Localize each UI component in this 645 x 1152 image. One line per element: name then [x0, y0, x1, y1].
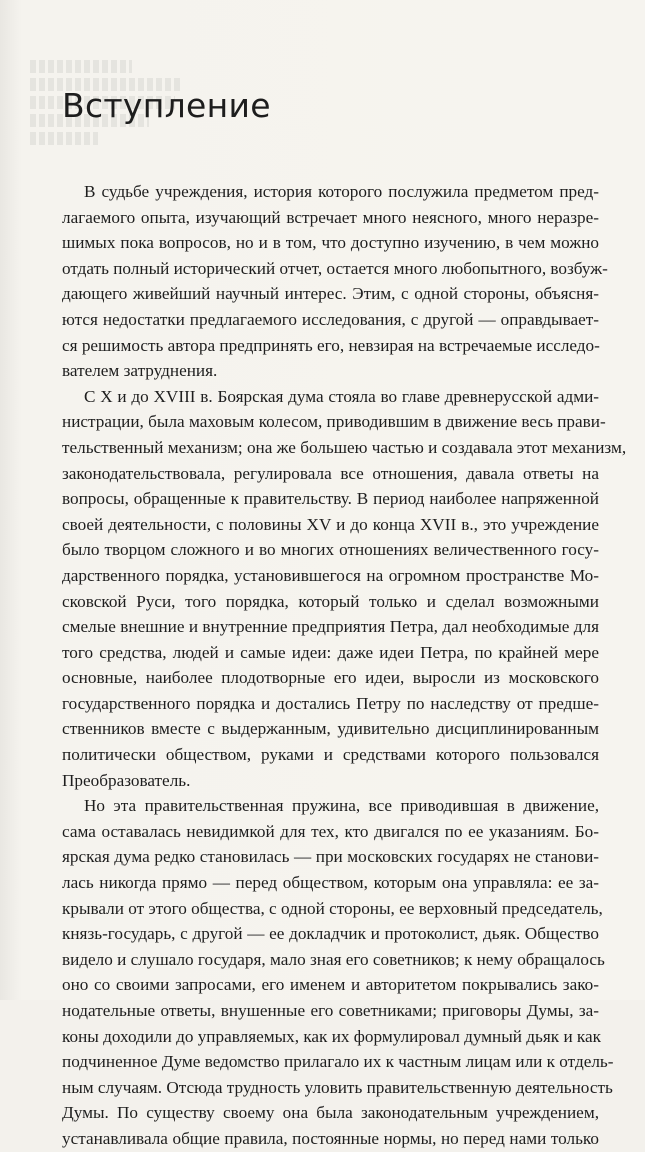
text-line: В судьбе учреждения, история которого послужила предметом пред- — [84, 182, 599, 201]
text-line: крывали от этого общества, с одной стороны, ее верховный председатель, — [62, 898, 603, 918]
text-line: Но эта правительственная пружина, все приводившая в движение, — [84, 796, 599, 816]
paragraph-2 — [62, 384, 627, 794]
text-line: подчиненное Думе ведомство прилагало их к частным лицам или к отдель- — [62, 1052, 614, 1072]
paragraph-1 — [62, 179, 608, 384]
text-line: нистрации, была маховым колесом, приводившим в движение весь прави- — [62, 412, 606, 432]
text-line: сама оставалась невидимкой для тех, кто двигался по ее указаниям. Бо- — [62, 821, 599, 841]
text-line: устанавливала общие правила, постоянные нормы, но перед нами только — [62, 1128, 599, 1148]
text-line: сковской Руси, того порядка, который только и сделал возможными — [62, 591, 599, 611]
text-line: ся решимость автора предпринять его, невзирая на встречаемые исследо- — [62, 335, 600, 355]
text-line: Преобразователь. — [62, 770, 191, 790]
text-line: видело и слушало государя, мало зная его советников; к нему обращалось — [62, 949, 605, 969]
text-line: государственного порядка и достались Петру по наследству от предше- — [62, 693, 599, 713]
text-line: тельственный механизм; она же большею частью и создавала этот механизм, — [62, 437, 627, 457]
text-line: С X и до XVIII в. Боярская дума стояла во главе древнерусской адми- — [84, 386, 599, 406]
chapter-title: Вступление — [62, 86, 271, 125]
text-line: шимых пока вопросов, но и в том, что доступно изучению, в чем можно — [62, 233, 599, 253]
text-line: ственников вместе с выдержанным, удивительно дисциплинированным — [62, 719, 599, 739]
show-through-text — [30, 60, 200, 190]
text-line: дающего живейший научный интерес. Этим, с одной стороны, объясня- — [62, 284, 599, 304]
text-line: законодательствовала, регулировала все отношения, давала ответы на — [62, 463, 599, 483]
text-line: того средства, людей и самые идеи: даже идеи Петра, по крайней мере — [62, 642, 599, 662]
text-line: ярская дума редко становилась — при московских государях не станови- — [62, 847, 599, 867]
text-line: ются недостатки предлагаемого исследования, с другой — оправдывает- — [62, 309, 599, 329]
paragraph-3 — [62, 793, 614, 1151]
text-line: смелые внешние и внутренние предприятия Петра, дал необходимые для — [62, 617, 599, 637]
text-line: князь-государь, с другой — ее докладчик и протоколист, дьяк. Общество — [62, 924, 599, 944]
text-line: своей деятельности, с половины XV и до конца XVII в., это учреждение — [62, 514, 599, 534]
text-line: вопросы, обращенные к правительству. В период наиболее напряженной — [62, 489, 599, 509]
text-line: вателем затруднения. — [62, 361, 218, 381]
text-line: нодательные ответы, внушенные его советниками; приговоры Думы, за- — [62, 1001, 599, 1020]
text-line: лагаемого опыта, изучающий встречает много неясного, много неразре- — [62, 207, 599, 227]
text-line: лась никогда прямо — перед обществом, которым она управляла: ее за- — [62, 873, 599, 893]
text-line: было творцом сложного и во многих отношениях величественного госу- — [62, 540, 599, 560]
text-line: Думы. По существу своему она была законодательным учреждением, — [62, 1103, 599, 1123]
text-line: оно со своими запросами, его именем и авторитетом покрывались зако- — [62, 975, 599, 995]
text-line: дарственного порядка, установившегося на огромном пространстве Мо- — [62, 565, 599, 585]
body-text — [62, 179, 627, 1152]
text-line: основные, наиболее плодотворные его идеи, выросли из московского — [62, 668, 599, 688]
text-line: коны доходили до управляемых, как их формулировал думный дьяк и как — [62, 1026, 602, 1046]
text-line: ным случаям. Отсюда трудность уловить правительственную деятельность — [62, 1077, 613, 1097]
text-line: политически обществом, руками и средствами которого пользовался — [62, 745, 599, 765]
text-line: отдать полный исторический отчет, остается много любопытного, возбуж- — [62, 258, 608, 278]
